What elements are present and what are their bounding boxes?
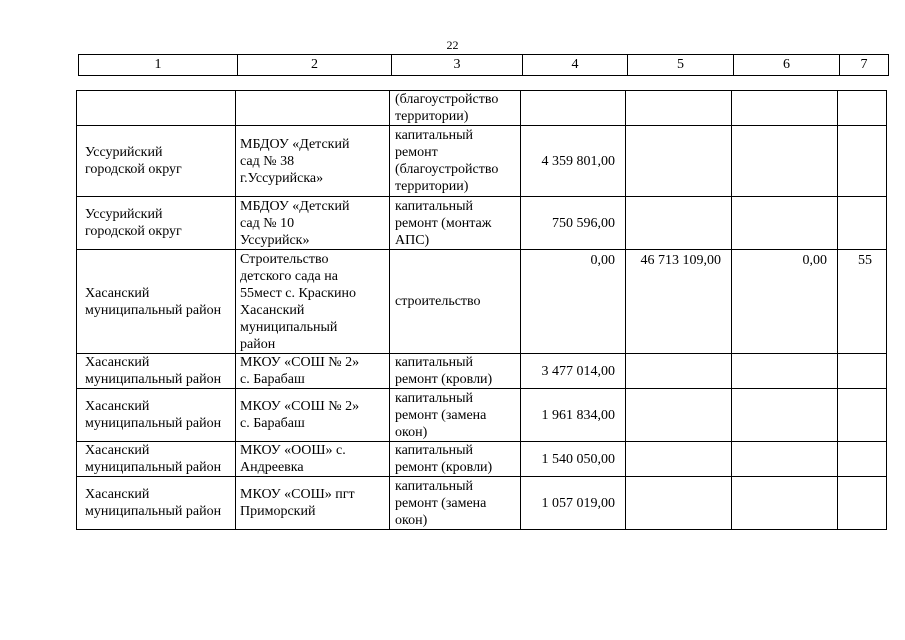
municipality-cell <box>77 126 236 197</box>
object-text: МКОУ «СОШ № 2» с. Барабаш <box>240 399 360 431</box>
column6-cell <box>732 126 838 197</box>
object-text: Строительство детского сада на 55мест с. Краскино Хасанский муниципальный район <box>240 251 357 352</box>
municipality-cell <box>77 477 236 530</box>
object-cell <box>236 477 390 530</box>
municipality-text: Хасанский муниципальный район <box>85 443 222 475</box>
column7-cell <box>838 250 887 354</box>
municipality-text: Хасанский муниципальный район <box>85 285 222 318</box>
column5-cell <box>626 126 732 197</box>
column7-cell <box>838 389 887 442</box>
work-type-cell <box>390 91 521 126</box>
column6-cell <box>732 354 838 389</box>
column5-cell <box>626 91 732 126</box>
column6-text: 0,00 <box>802 253 827 268</box>
object-cell <box>236 354 390 389</box>
amount-text: 1 057 019,00 <box>541 495 615 511</box>
column7-text: 55 <box>858 253 872 268</box>
column5-cell <box>626 250 732 354</box>
work-type-text: капитальный ремонт (кровли) <box>395 443 493 475</box>
data-table <box>76 90 887 530</box>
municipality-cell <box>77 389 236 442</box>
table-row <box>77 389 887 442</box>
header-cell-1: 1 <box>79 55 238 76</box>
header-cell-7: 7 <box>840 55 889 76</box>
work-type-cell <box>390 250 521 354</box>
object-text: МБДОУ «Детский сад № 38 г.Уссурийска» <box>240 136 350 186</box>
object-text: МБДОУ «Детский сад № 10 Уссурийск» <box>240 198 350 248</box>
amount-text: 4 359 801,00 <box>541 153 615 169</box>
work-type-cell <box>390 197 521 250</box>
object-cell <box>236 442 390 477</box>
object-text: МКОУ «СОШ № 2» с. Барабаш <box>240 355 360 387</box>
column7-cell <box>838 354 887 389</box>
work-type-text: капитальный ремонт (кровли) <box>395 355 493 387</box>
column5-text: 46 713 109,00 <box>640 253 721 268</box>
table-row <box>77 91 887 126</box>
amount-cell <box>521 354 626 389</box>
amount-text: 750 596,00 <box>552 215 615 231</box>
column-number-header-table <box>78 54 889 76</box>
municipality-text: Хасанский муниципальный район <box>85 355 222 387</box>
amount-cell <box>521 250 626 354</box>
header-cell-2: 2 <box>238 55 392 76</box>
column7-cell <box>838 91 887 126</box>
header-cell-3: 3 <box>392 55 523 76</box>
object-cell <box>236 250 390 354</box>
object-cell <box>236 91 390 126</box>
table-row <box>77 197 887 250</box>
municipality-cell <box>77 197 236 250</box>
municipality-cell <box>77 250 236 354</box>
object-text: МКОУ «СОШ» пгт Приморский <box>240 487 355 519</box>
column5-cell <box>626 389 732 442</box>
page-number: 22 <box>446 38 459 52</box>
work-type-text: капитальный ремонт (благоустройство территории) <box>395 128 499 194</box>
amount-text: 1 540 050,00 <box>541 451 615 467</box>
amount-cell <box>521 91 626 126</box>
column6-cell <box>732 197 838 250</box>
municipality-text: Хасанский муниципальный район <box>85 487 222 519</box>
work-type-text: капитальный ремонт (замена окон) <box>395 478 487 528</box>
amount-cell <box>521 442 626 477</box>
column5-cell <box>626 354 732 389</box>
column7-cell <box>838 126 887 197</box>
object-text: МКОУ «ООШ» с. Андреевка <box>240 443 346 475</box>
work-type-cell <box>390 477 521 530</box>
header-row <box>79 55 889 76</box>
column6-cell <box>732 250 838 354</box>
municipality-text: Уссурийский городской округ <box>85 145 182 177</box>
table-row <box>77 477 887 530</box>
column7-cell <box>838 477 887 530</box>
table-row <box>77 126 887 197</box>
column7-cell <box>838 442 887 477</box>
amount-cell <box>521 126 626 197</box>
column5-cell <box>626 197 732 250</box>
table-row <box>77 250 887 354</box>
municipality-cell <box>77 91 236 126</box>
work-type-text: строительство <box>395 294 481 309</box>
header-cell-4: 4 <box>523 55 628 76</box>
work-type-text: капитальный ремонт (замена окон) <box>395 390 487 440</box>
column6-cell <box>732 91 838 126</box>
work-type-cell <box>390 389 521 442</box>
column5-cell <box>626 477 732 530</box>
work-type-cell <box>390 442 521 477</box>
column6-cell <box>732 389 838 442</box>
work-type-text: капитальный ремонт (монтаж АПС) <box>395 198 492 248</box>
work-type-cell <box>390 354 521 389</box>
header-cell-6: 6 <box>734 55 840 76</box>
work-type-cell <box>390 126 521 197</box>
work-type-text: (благоустройство территории) <box>395 92 499 124</box>
amount-text: 3 477 014,00 <box>541 363 615 379</box>
column6-cell <box>732 477 838 530</box>
amount-text: 1 961 834,00 <box>541 407 615 423</box>
header-cell-5: 5 <box>628 55 734 76</box>
municipality-cell <box>77 442 236 477</box>
municipality-text: Уссурийский городской округ <box>85 207 182 239</box>
column6-cell <box>732 442 838 477</box>
table-row <box>77 442 887 477</box>
column7-cell <box>838 197 887 250</box>
object-cell <box>236 197 390 250</box>
amount-text: 0,00 <box>590 253 615 268</box>
amount-cell <box>521 477 626 530</box>
amount-cell <box>521 389 626 442</box>
municipality-text: Хасанский муниципальный район <box>85 399 222 431</box>
table-row <box>77 354 887 389</box>
municipality-cell <box>77 354 236 389</box>
amount-cell <box>521 197 626 250</box>
column5-cell <box>626 442 732 477</box>
object-cell <box>236 389 390 442</box>
object-cell <box>236 126 390 197</box>
